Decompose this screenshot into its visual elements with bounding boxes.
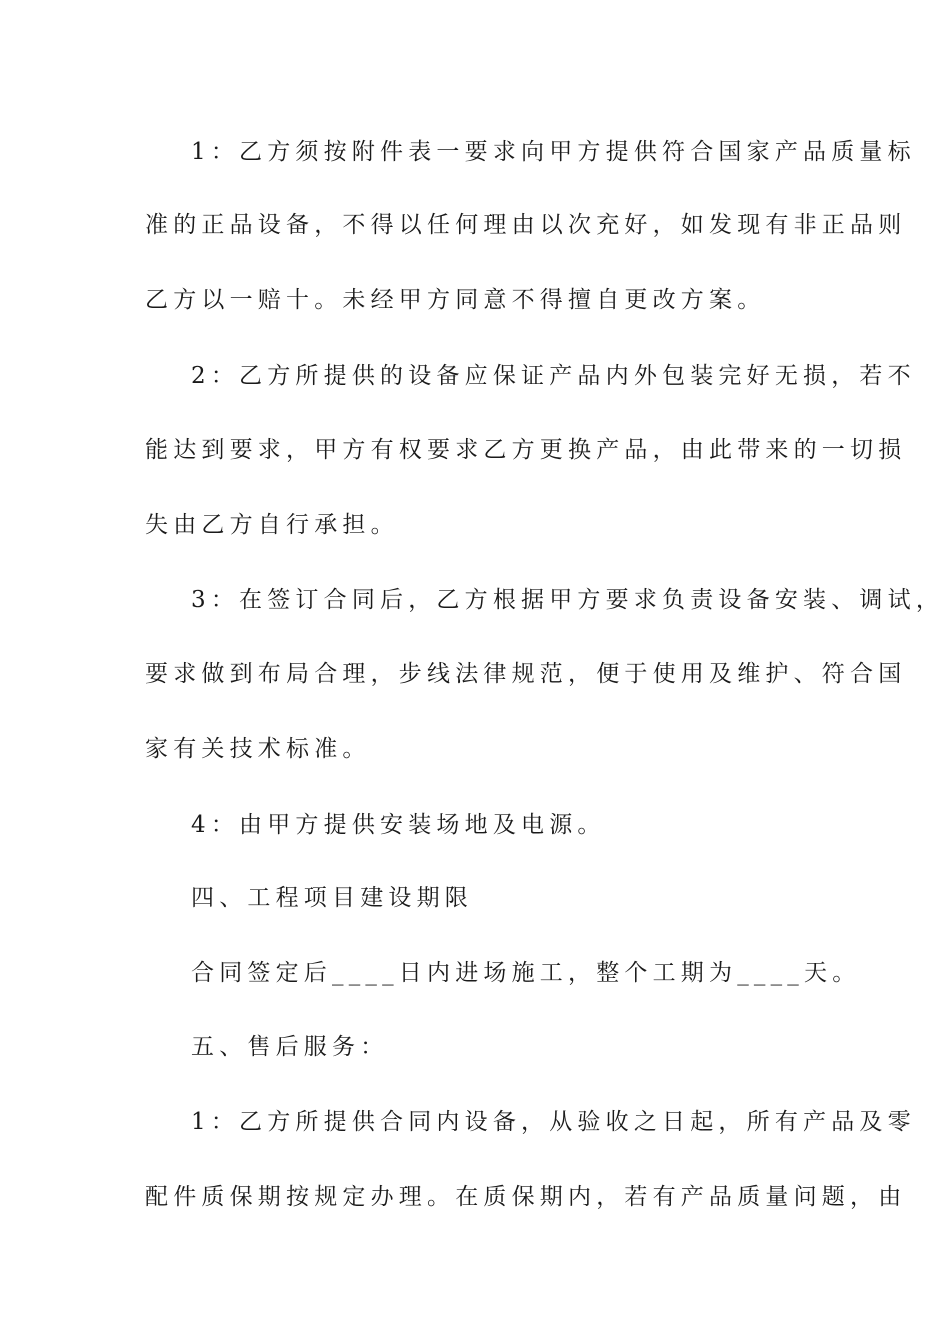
clause-2-line-2: 能达到要求，甲方有权要求乙方更换产品，由此带来的一切损	[145, 437, 907, 463]
clause-4-line-1: 4：由甲方提供安装场地及电源。	[191, 812, 606, 838]
clause-1-line-2: 准的正品设备，不得以任何理由以次充好，如发现有非正品则	[145, 212, 907, 238]
clause-3-line-1: 3：在签订合同后，乙方根据甲方要求负责设备安装、调试，	[191, 587, 945, 613]
clause-1-line-1: 1：乙方须按附件表一要求向甲方提供符合国家产品质量标	[191, 139, 916, 165]
clause-2-line-1: 2：乙方所提供的设备应保证产品内外包装完好无损，若不	[191, 363, 916, 389]
clause-2-line-3: 失由乙方自行承担。	[145, 512, 399, 538]
service-clause-1-line-2: 配件质保期按规定办理。在质保期内，若有产品质量问题，由	[145, 1184, 907, 1210]
clause-1-line-3: 乙方以一赔十。未经甲方同意不得擅自更改方案。	[145, 287, 766, 313]
section-5-heading: 五、售后服务：	[191, 1034, 389, 1060]
section-4-heading: 四、工程项目建设期限	[191, 885, 473, 911]
service-clause-1-line-1: 1：乙方所提供合同内设备，从验收之日起，所有产品及零	[191, 1109, 916, 1135]
clause-3-line-2: 要求做到布局合理，步线法律规范，便于使用及维护、符合国	[145, 661, 907, 687]
construction-period-line: 合同签定后____日内进场施工，整个工期为____天。	[191, 960, 861, 986]
clause-3-line-3: 家有关技术标准。	[145, 736, 371, 762]
